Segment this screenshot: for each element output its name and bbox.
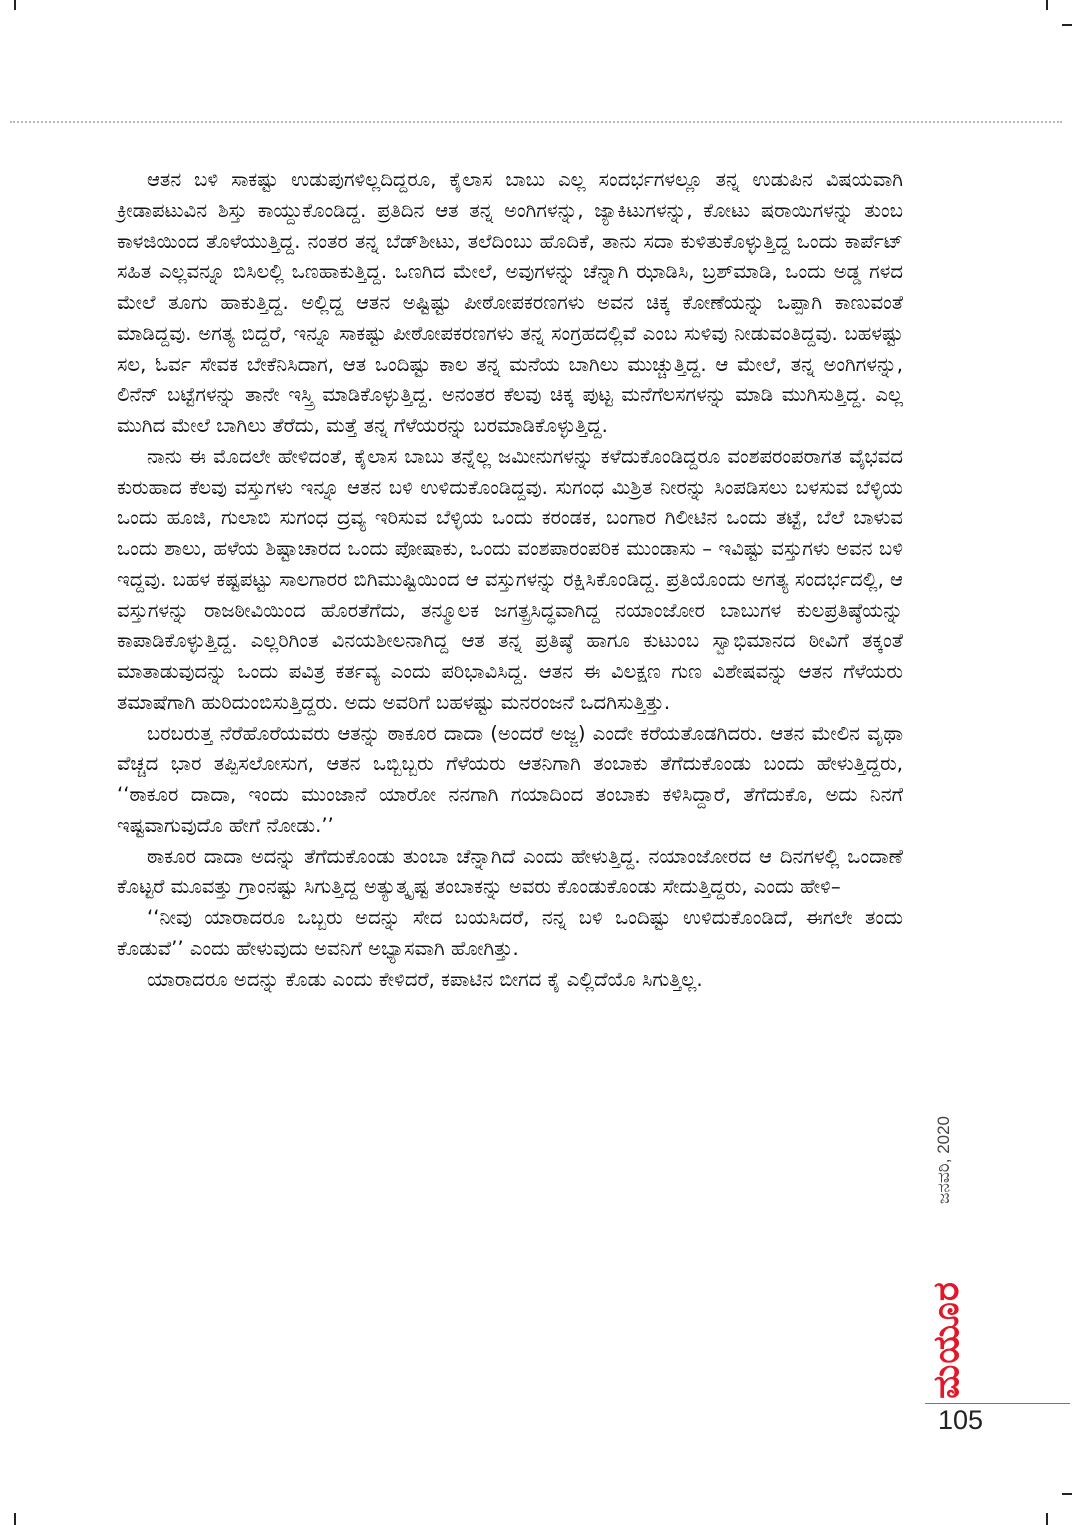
paragraph-6: ಯಾರಾದರೂ ಅದನ್ನು ಕೊಡು ಎಂದು ಕೇಳಿದರೆ, ಕಪಾಟಿನ ಬೀಗದ ಕೈ ಎಲ್ಲಿದೆಯೊ ಸಿಗುತ್ತಿಲ್ಲ. [147,967,703,991]
paragraph-5: ‘‘ನೀವು ಯಾರಾದರೂ ಒಬ್ಬರು ಅದನ್ನು ಸೇದ ಬಯಸಿದರೆ, ನನ್ನ ಬಳಿ ಒಂದಿಷ್ಟು ಉಳಿದುಕೊಂಡಿದೆ, ಈಗಲೇ ತಂದು ಕೊಡುವೆ’’ ಎಂದು ಹೇಳುವುದು ಅವನಿಗೆ ಅಭ್ಯಾಸವಾಗಿ ಹೋಗಿತ್ತು. [117,906,903,960]
page-number: 105 [938,1405,984,1435]
paragraph-2: ನಾನು ಈ ಮೊದಲೇ ಹೇಳಿದಂತೆ, ಕೈಲಾಸ ಬಾಬು ತನ್ನೆಲ್ಲ ಜಮೀನುಗಳನ್ನು ಕಳೆದುಕೊಂಡಿದ್ದರೂ ವಂಶಪರಂಪರಾಗತ ವೈಭವದ ಕುರುಹಾದ ಕೆಲವು ವಸ್ತುಗಳು ಇನ್ನೂ ಆತನ ಬಳಿ ಉಳಿದುಕೊಂಡಿದ್ದವು. ಸುಗಂಧ ಮಿಶ್ರಿತ ನೀರನ್ನು ಸಿಂಪಡಿಸಲು ಬಳಸುವ ಬೆಳ್ಳಿಯ ಒಂದು ಹೂಜಿ, ಗುಲಾಬಿ ಸುಗಂಧ ದ್ರವ್ಯ ಇರಿಸುವ ಬೆಳ್ಳಿಯ ಒಂದು ಕರಂಡಕ, ಬಂಗಾರ ಗಿಲೀಟಿನ ಒಂದು ತಟ್ಟೆ, ಬೆಲೆ ಬಾಳುವ ಒಂದು ಶಾಲು, ಹಳೆಯ ಶಿಷ್ಟಾಚಾರದ ಒಂದು ಪೋಷಾಕು, ಒಂದು ವಂಶಪಾರಂಪರಿಕ ಮುಂಡಾಸು – ಇವಿಷ್ಟು ವಸ್ತುಗಳು ಅವನ ಬಳಿ ಇದ್ದವು. ಬಹಳ ಕಷ್ಟಪಟ್ಟು ಸಾಲಗಾರರ ಬಿಗಿಮುಷ್ಟಿಯಿಂದ ಆ ವಸ್ತುಗಳನ್ನು ರಕ್ಷಿಸಿಕೊಂಡಿದ್ದ. ಪ್ರತಿಯೊಂದು ಅಗತ್ಯ ಸಂದರ್ಭದಲ್ಲಿ, ಆ ವಸ್ತುಗಳನ್ನು ರಾಜಠೀವಿಯಿಂದ ಹೊರತೆಗೆದು, ತನ್ಮೂಲಕ ಜಗತ್ಪ್ರಸಿದ್ಧವಾಗಿದ್ದ ನಯಾಂಜೋರ ಬಾಬುಗಳ ಕುಲಪ್ರತಿಷ್ಠೆಯನ್ನು ಕಾಪಾಡಿಕೊಳ್ಳುತ್ತಿದ್ದ. ಎಲ್ಲರಿಗಿಂತ ವಿನಯಶೀಲನಾಗಿದ್ದ ಆತ ತನ್ನ ಪ್ರತಿಷ್ಠೆ ಹಾಗೂ ಕುಟುಂಬ ಸ್ವಾಭಿಮಾನದ ಠೀವಿಗೆ ತಕ್ಕಂತೆ ಮಾತಾಡುವುದನ್ನು ಒಂದು ಪವಿತ್ರ ಕರ್ತವ್ಯ ಎಂದು ಪರಿಭಾವಿಸಿದ್ದ. ಆತನ ಈ ವಿಲಕ್ಷಣ ಗುಣ ವಿಶೇಷವನ್ನು ಆತನ ಗೆಳೆಯರು ತಮಾಷೆಗಾಗಿ ಹುರಿದುಂಬಿಸುತ್ತಿದ್ದರು. ಅದು ಅವರಿಗೆ ಬಹಳಷ್ಟು ಮನರಂಜನೆ ಒದಗಿಸುತ್ತಿತ್ತು. [117,444,903,714]
header-dotted-rule [10,121,1062,123]
crop-mark-right-lower [1062,1493,1072,1495]
article-body [117,165,903,995]
paragraph-1: ಆತನ ಬಳಿ ಸಾಕಷ್ಟು ಉಡುಪುಗಳಿಲ್ಲದಿದ್ದರೂ, ಕೈಲಾಸ ಬಾಬು ಎಲ್ಲ ಸಂದರ್ಭಗಳಲ್ಲೂ ತನ್ನ ಉಡುಪಿನ ವಿಷಯವಾಗಿ ಕ್ರೀಡಾಪಟುವಿನ ಶಿಸ್ತು ಕಾಯ್ದುಕೊಂಡಿದ್ದ. ಪ್ರತಿದಿನ ಆತ ತನ್ನ ಅಂಗಿಗಳನ್ನು, ಜ್ಯಾಕಿಟುಗಳನ್ನು, ಕೋಟು ಷರಾಯಿಗಳನ್ನು ತುಂಬ ಕಾಳಜಿಯಿಂದ ತೊಳೆಯುತ್ತಿದ್ದ. ನಂತರ ತನ್ನ ಬೆಡ್‌ಶೀಟು, ತಲೆದಿಂಬು ಹೊದಿಕೆ, ತಾನು ಸದಾ ಕುಳಿತುಕೊಳ್ಳುತ್ತಿದ್ದ ಒಂದು ಕಾರ್ಪೆಟ್ ಸಹಿತ ಎಲ್ಲವನ್ನೂ ಬಿಸಿಲಲ್ಲಿ ಒಣಹಾಕುತ್ತಿದ್ದ. ಒಣಗಿದ ಮೇಲೆ, ಅವುಗಳನ್ನು ಚೆನ್ನಾಗಿ ಝಾಡಿಸಿ, ಬ್ರಶ್‌ಮಾಡಿ, ಒಂದು ಅಡ್ಡ ಗಳದ ಮೇಲೆ ತೂಗು ಹಾಕುತ್ತಿದ್ದ. ಅಲ್ಲಿದ್ದ ಆತನ ಅಷ್ಟಿಷ್ಟು ಪೀಠೋಪಕರಣಗಳು ಅವನ ಚಿಕ್ಕ ಕೋಣೆಯನ್ನು ಒಪ್ಪಾಗಿ ಕಾಣುವಂತೆ ಮಾಡಿದ್ದವು. ಅಗತ್ಯ ಬಿದ್ದರೆ, ಇನ್ನೂ ಸಾಕಷ್ಟು ಪೀಠೋಪಕರಣಗಳು ತನ್ನ ಸಂಗ್ರಹದಲ್ಲಿವೆ ಎಂಬ ಸುಳಿವು ನೀಡುವಂತಿದ್ದವು. ಬಹಳಷ್ಟು ಸಲ, ಓರ್ವ ಸೇವಕ ಬೇಕೆನಿಸಿದಾಗ, ಆತ ಒಂದಿಷ್ಟು ಕಾಲ ತನ್ನ ಮನೆಯ ಬಾಗಿಲು ಮುಚ್ಚುತ್ತಿದ್ದ. ಆ ಮೇಲೆ, ತನ್ನ ಅಂಗಿಗಳನ್ನು, ಲಿನೆನ್ ಬಟ್ಟೆಗಳನ್ನು ತಾನೇ ಇಸ್ತ್ರಿ ಮಾಡಿಕೊಳ್ಳುತ್ತಿದ್ದ. ಅನಂತರ ಕೆಲವು ಚಿಕ್ಕ ಪುಟ್ಟ ಮನೆಗೆಲಸಗಳನ್ನು ಮಾಡಿ ಮುಗಿಸುತ್ತಿದ್ದ. ಎಲ್ಲ ಮುಗಿದ ಮೇಲೆ ಬಾಗಿಲು ತೆರೆದು, ಮತ್ತೆ ತನ್ನ ಗೆಳೆಯರನ್ನು ಬರಮಾಡಿಕೊಳ್ಳುತ್ತಿದ್ದ. [117,168,903,437]
crop-mark-top-left [14,0,16,10]
crop-mark-bottom-left [14,1513,16,1525]
crop-mark-bottom-right [1046,1513,1048,1525]
crop-mark-top-right [1046,0,1048,10]
magazine-logo: ಮಯೂರ [926,1281,967,1399]
page-number-rule [925,1403,1070,1404]
issue-date: ಜನವರಿ, 2020 [934,1115,953,1205]
paragraph-4: ಠಾಕೂರ ದಾದಾ ಅದನ್ನು ತೆಗೆದುಕೊಂಡು ತುಂಬಾ ಚೆನ್ನಾಗಿದೆ ಎಂದು ಹೇಳುತ್ತಿದ್ದ. ನಯಾಂಜೋರದ ಆ ದಿನಗಳಲ್ಲಿ ಒಂದಾಣೆ ಕೊಟ್ಟರೆ ಮೂವತ್ತು ಗ್ರಾಂನಷ್ಟು ಸಿಗುತ್ತಿದ್ದ ಅತ್ಯುತ್ಕೃಷ್ಟ ತಂಬಾಕನ್ನು ಅವರು ಕೊಂಡುಕೊಂಡು ಸೇದುತ್ತಿದ್ದರು, ಎಂದು ಹೇಳಿ– [117,844,903,899]
crop-mark-right-upper [1062,24,1072,26]
paragraph-3: ಬರಬರುತ್ತ ನೆರೆಹೊರೆಯವರು ಆತನ್ನು ಠಾಕೂರ ದಾದಾ (ಅಂದರೆ ಅಜ್ಜ) ಎಂದೇ ಕರೆಯತೊಡಗಿದರು. ಆತನ ಮೇಲಿನ ವೃಥಾ ವೆಚ್ಚದ ಭಾರ ತಪ್ಪಿಸಲೋಸುಗ, ಆತನ ಒಬ್ಬಿಬ್ಬರು ಗೆಳೆಯರು ಆತನಿಗಾಗಿ ತಂಬಾಕು ತೆಗೆದುಕೊಂಡು ಬಂದು ಹೇಳುತ್ತಿದ್ದರು, ‘‘ಠಾಕೂರ ದಾದಾ, ಇಂದು ಮುಂಜಾನೆ ಯಾರೋ ನನಗಾಗಿ ಗಯಾದಿಂದ ತಂಬಾಕು ಕಳಿಸಿದ್ದಾರೆ, ತೆಗೆದುಕೊ, ಅದು ನಿನಗೆ ಇಷ್ಟವಾಗುವುದೊ ಹೇಗೆ ನೋಡು.’’ [117,721,903,837]
